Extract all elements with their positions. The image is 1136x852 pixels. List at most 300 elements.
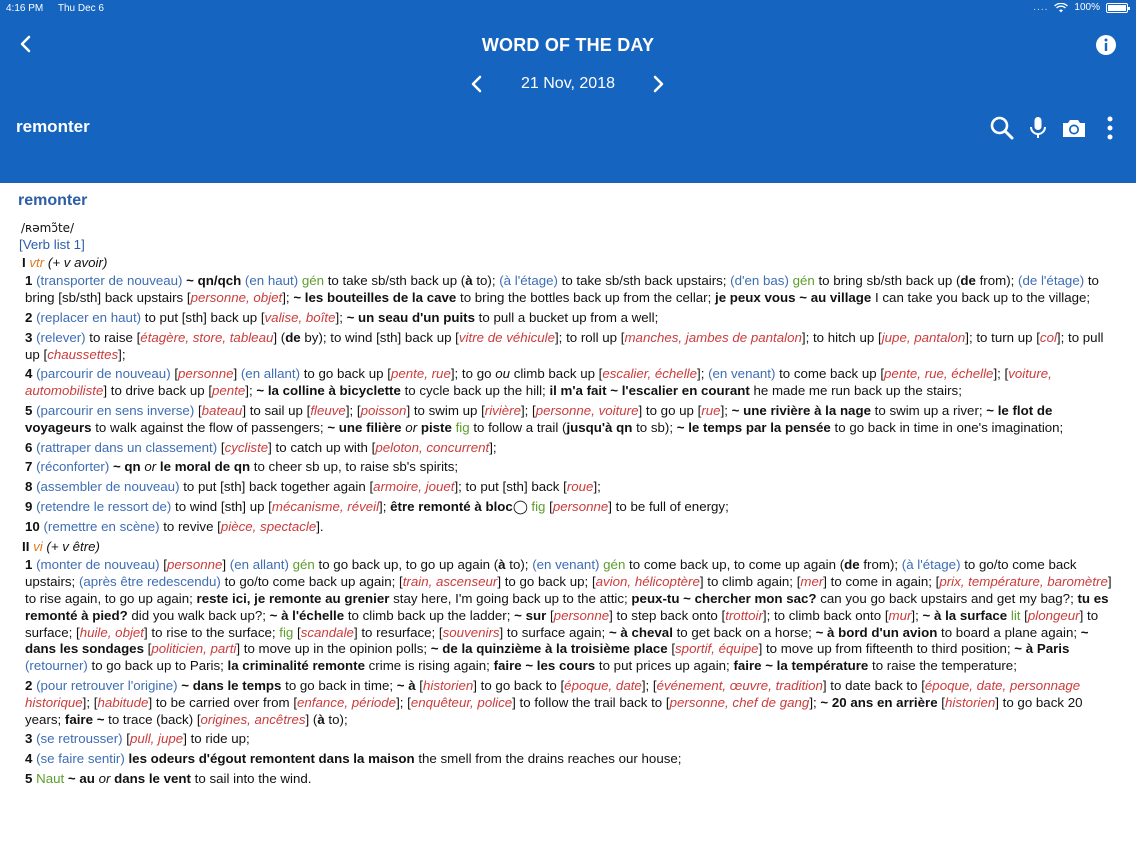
sense (25, 751, 1118, 768)
sense-number: 1 (25, 273, 33, 289)
sense-indicator[interactable]: (replacer en haut) (36, 309, 142, 325)
translation-text: [ (545, 498, 553, 514)
collocate: pente, rue (390, 366, 451, 382)
translation-text: ]; (118, 346, 126, 362)
collocate: train, ascenseur (402, 574, 498, 590)
example-phrase: ~ le temps par la pensée (676, 419, 831, 435)
translation-text: to get back on a horse; (672, 624, 816, 640)
sense-indicator[interactable]: (en allant) (229, 557, 289, 573)
info-button[interactable] (1094, 33, 1118, 57)
translation-text: ]; to roll up [ (554, 329, 625, 345)
translation-text: ] to follow the trail back to [ (512, 694, 670, 710)
example-phrase: ~ à Paris (1014, 641, 1070, 657)
translation-text: ]; (911, 607, 923, 623)
page-title: WORD OF THE DAY (481, 35, 655, 55)
translation-text: [ (217, 439, 225, 455)
sense-indicator[interactable]: (à l'étage) (901, 557, 961, 573)
sense-indicator[interactable]: (transporter de nouveau) (36, 273, 183, 289)
chevron-right-icon (647, 72, 669, 96)
example-phrase: ~ à cheval (608, 624, 673, 640)
translation-text: ]. (316, 518, 324, 534)
translation-text: to take sb/sth back up ( (324, 273, 466, 289)
example-phrase: le moral de qn (159, 459, 251, 475)
collocate: personne, voiture (535, 402, 639, 418)
sense-indicator[interactable]: (en venant) (532, 557, 600, 573)
translation-text: ]; (720, 402, 732, 418)
translation-text: ] (222, 557, 230, 573)
camera-search-button[interactable] (1060, 114, 1088, 142)
translation-text: [ (293, 624, 301, 640)
translation-text: ] to go back to [ (473, 677, 565, 693)
search-icon (989, 115, 1015, 141)
sense-indicator[interactable]: (se faire sentir) (36, 751, 125, 767)
collocate: chaussettes (47, 346, 119, 362)
example-phrase: ~ dans le temps (181, 677, 282, 693)
example-phrase: ~ sur (514, 607, 547, 623)
translation-text: ] (233, 366, 241, 382)
example-phrase: ~ les bouteilles de la cave (293, 290, 457, 306)
collocate: étagère, store, tableau (140, 329, 274, 345)
translation-text: ]; [ (993, 366, 1009, 382)
translation-text: to cheer sb up, to raise sb's spirits; (250, 459, 459, 475)
collocate: prix, température, baromètre (939, 574, 1108, 590)
collocate: pente (212, 383, 246, 399)
example-phrase: ~ à (396, 677, 416, 693)
sense-indicator[interactable]: (en haut) (244, 273, 299, 289)
translation-text: by); to wind [sth] back up [ (300, 329, 459, 345)
search-word[interactable]: remonter (16, 117, 90, 136)
collocate: personne, chef de gang (669, 694, 810, 710)
collocate: cycliste (224, 439, 269, 455)
signal-icon: .... (1033, 2, 1049, 13)
translation-text: to wind [sth] up [ (171, 498, 272, 514)
collocate: origines, ancêtres (200, 711, 306, 727)
translation-text: to come back up, to come up again ( (625, 557, 845, 573)
section-header (22, 255, 1118, 272)
search-button[interactable] (988, 114, 1016, 142)
sense-indicator[interactable]: (d'en bas) (730, 273, 789, 289)
conjunction: or (98, 770, 111, 786)
example-phrase: ~ à bord d'un avion (815, 624, 938, 640)
collocate: rue (701, 402, 721, 418)
translation-text: ]; to go (450, 366, 496, 382)
translation-text: [ (546, 607, 554, 623)
translation-text: to raise [ (85, 329, 141, 345)
collocate: personne (166, 557, 223, 573)
translation-text: ] to come in again; [ (823, 574, 940, 590)
entry-sections (22, 254, 1118, 788)
sense-number: 3 (25, 731, 33, 747)
translation-text: crime is rising again; (364, 658, 494, 674)
collocate: personne (553, 607, 610, 623)
sense (25, 771, 1118, 788)
translation-text: the smell from the drains reaches our house; (414, 751, 682, 767)
collocate: plongeur (1027, 607, 1080, 623)
pronunciation: /ʀəmɔ̃te/ (21, 221, 75, 235)
part-of-speech[interactable]: vi (33, 538, 43, 554)
translation-text: ] to go back up; [ (497, 574, 596, 590)
example-phrase: ~ le flot de voyageurs (25, 402, 1053, 435)
example-phrase: de (844, 557, 860, 573)
translation-text: ]; (245, 383, 257, 399)
sense-number: 8 (25, 479, 33, 495)
translation-text: ]; to put [sth] back [ (454, 479, 567, 495)
sense-indicator[interactable]: (rattraper dans un classement) (36, 439, 218, 455)
translation-text: to trace (back) [ (104, 711, 201, 727)
translation-text: ] ( (305, 711, 318, 727)
translation-text: ] to resurface; [ (353, 624, 443, 640)
translation-text: to take sb/sth back upstairs; (557, 273, 731, 289)
field-label: gén (292, 557, 315, 573)
section-header (22, 539, 1118, 556)
collocate: avion, hélicoptère (595, 574, 700, 590)
sense-number: 6 (25, 439, 33, 455)
sense-indicator[interactable]: (retendre le ressort de) (36, 498, 172, 514)
example-phrase: faire ~ la température (733, 658, 869, 674)
translation-text: to go back up to Paris; (87, 658, 228, 674)
translation-text: ]; [ (396, 694, 411, 710)
translation-text: to bring [sb/sth] back upstairs [ (25, 273, 1099, 306)
translation-text: ] to be full of energy; (608, 498, 729, 514)
sense (25, 330, 1118, 364)
example-phrase: faire ~ (64, 711, 105, 727)
translation-text: ]; (379, 498, 391, 514)
sense (25, 557, 1118, 675)
example-phrase: ~ à l'échelle (269, 607, 345, 623)
translation-text: ] to ride up; (183, 731, 250, 747)
collocate: armoire, jouet (373, 479, 455, 495)
translation-text: to swim up a river; (870, 402, 987, 418)
example-phrase: ~ au (67, 770, 95, 786)
example-phrase: ~ une filière (327, 419, 402, 435)
sense-number: 9 (25, 498, 33, 514)
status-date: Thu Dec 6 (57, 3, 104, 14)
sense-indicator[interactable]: (parcourir de nouveau) (36, 366, 171, 382)
previous-day-button[interactable] (466, 72, 488, 96)
example-phrase: reste ici, je remonte au grenier (196, 590, 390, 606)
translation-text: to go/to come back upstairs; (25, 557, 1077, 590)
translation-text: to revive [ (159, 518, 221, 534)
battery-icon (1106, 3, 1128, 13)
example-phrase: ~ qn (112, 459, 141, 475)
collocate: trottoir (725, 607, 763, 623)
current-date: 21 Nov, 2018 (521, 75, 615, 92)
sense (25, 310, 1118, 327)
translation-text: ]; to turn up [ (965, 329, 1040, 345)
example-phrase: ~ un seau d'un puits (346, 309, 475, 325)
example-phrase: ~ à la surface (922, 607, 1008, 623)
collocate: pull, jupe (129, 731, 184, 747)
translation-text: to sail into the wind. (190, 770, 312, 786)
field-label: gén (603, 557, 626, 573)
collocate: personne, objet (190, 290, 283, 306)
sense-indicator[interactable]: (pour retrouver l'origine) (36, 677, 178, 693)
translation-text: to come back up [ (775, 366, 885, 382)
sense (25, 366, 1118, 400)
example-phrase: peux-tu ~ chercher mon sac? (631, 590, 817, 606)
sense (25, 519, 1118, 536)
sense-indicator[interactable]: (relever) (36, 329, 86, 345)
sense-indicator[interactable]: (à l'étage) (499, 273, 558, 289)
status-time: 4:16 PM (6, 3, 44, 14)
part-of-speech[interactable]: vtr (29, 254, 45, 270)
wifi-icon (1054, 3, 1068, 13)
collocate: fleuve (310, 402, 346, 418)
collocate: pente, rue, échelle (884, 366, 994, 382)
example-phrase: dans le vent (114, 770, 191, 786)
sense (25, 403, 1118, 437)
next-day-button[interactable] (647, 72, 669, 96)
translation-text: [ (415, 677, 423, 693)
collocate: scandale (300, 624, 354, 640)
translation-text: to follow a trail ( (469, 419, 567, 435)
translation-text: to go back in time; (281, 677, 397, 693)
microphone-icon (1028, 115, 1048, 141)
more-vertical-icon (1105, 115, 1115, 141)
more-options-button[interactable] (1096, 114, 1124, 142)
sense-indicator[interactable]: (se retrousser) (36, 731, 123, 747)
info-icon (1094, 33, 1118, 57)
translation-text: ] to move up from fifteenth to third position; (758, 641, 1015, 657)
translation-text: ]; [ (82, 694, 98, 710)
battery-percent: 100% (1074, 2, 1100, 13)
sense (25, 273, 1118, 307)
translation-text: stay here, I'm going back up to the attic; (389, 590, 632, 606)
translation-text: to put [sth] back together again [ (179, 479, 374, 495)
verb-list-link[interactable]: [Verb list 1] (19, 236, 85, 252)
sense-number: 2 (25, 309, 33, 325)
translation-text: to put prices up again; (595, 658, 734, 674)
translation-text: to bring the bottles back up from the cellar; (456, 290, 715, 306)
sense (25, 678, 1118, 728)
translation-text: to go/to come back up again; [ (220, 574, 403, 590)
translation-text: [ (159, 557, 167, 573)
translation-text: ]; (593, 479, 601, 495)
dictionary-entry (0, 183, 1136, 852)
auxiliary-note: (+ v être) (46, 538, 100, 554)
app-header (0, 0, 1136, 183)
translation-text: did you walk back up?; (127, 607, 270, 623)
sense-indicator[interactable]: (en allant) (240, 366, 301, 382)
translation-text: to); (324, 711, 348, 727)
status-bar (0, 0, 1136, 16)
sense-number: 7 (25, 459, 33, 475)
sense-number: 1 (25, 557, 33, 573)
example-phrase: jusqu'à qn (566, 419, 633, 435)
date-navigator (0, 72, 1136, 98)
collocate: époque, date, personnage historique (25, 677, 1081, 710)
translation-text: ]; to climb back onto [ (762, 607, 889, 623)
translation-text: to bring sb/sth back up ( (814, 273, 961, 289)
translation-text: ◯ (512, 498, 532, 514)
entry-headword: remonter (18, 192, 88, 209)
field-label: fig (455, 419, 470, 435)
collocate: personne (178, 366, 234, 382)
sense-indicator[interactable]: (assembler de nouveau) (36, 479, 180, 495)
translation-text: to pull a bucket up from a well; (474, 309, 659, 325)
translation-text: ] to rise again, to go up again; (25, 574, 1112, 606)
sense-number: 3 (25, 329, 33, 345)
sense (25, 731, 1118, 748)
collocate: peloton, concurrent (375, 439, 490, 455)
example-phrase: ~ qn/qch (186, 273, 242, 289)
conjunction: ou (495, 366, 510, 382)
collocate: vitre de véhicule (458, 329, 555, 345)
sense-indicator[interactable]: (parcourir en sens inverse) (36, 402, 195, 418)
translation-text: ]; (697, 366, 709, 382)
example-phrase: je peux vous ~ au village (715, 290, 872, 306)
auxiliary-note: (+ v avoir) (47, 254, 108, 270)
collocate: manches, jambes de pantalon (624, 329, 802, 345)
translation-text: ] to drive back up [ (103, 383, 213, 399)
collocate: bateau (201, 402, 243, 418)
translation-text: [ (937, 694, 945, 710)
translation-text: [ (1020, 607, 1028, 623)
sense-number: 2 (25, 677, 33, 693)
translation-text: [ (667, 641, 676, 657)
voice-search-button[interactable] (1024, 114, 1052, 142)
sense-indicator[interactable]: (monter de nouveau) (36, 557, 160, 573)
translation-text: ] to swim up [ (406, 402, 485, 418)
translation-text: I can take you back up to the village; (871, 290, 1091, 306)
collocate: enfance, période (297, 694, 397, 710)
conjunction: or (405, 419, 418, 435)
translation-text: ]; (282, 290, 294, 306)
translation-text: ]; [ (345, 402, 361, 418)
collocate: habitude (97, 694, 149, 710)
translation-text: ]; (489, 439, 497, 455)
translation-text: from); (859, 557, 902, 573)
translation-text: ]; to hitch up [ (801, 329, 882, 345)
collocate: politicien, parti (151, 641, 237, 657)
translation-text: ]; [ (641, 677, 657, 693)
field-label: gén (301, 273, 325, 289)
collocate: voiture, automobiliste (25, 366, 1052, 399)
collocate: événement, œuvre, tradition (656, 677, 823, 693)
translation-text: ] to catch up with [ (268, 439, 376, 455)
field-label: Naut (36, 770, 65, 786)
collocate: pièce, spectacle (220, 518, 317, 534)
example-phrase: ~ dans les sondages (25, 624, 1089, 657)
sense (25, 459, 1118, 476)
example-phrase: de (960, 273, 976, 289)
translation-text: ] to date back to [ (822, 677, 925, 693)
translation-text: ]; (809, 694, 821, 710)
field-label: gén (792, 273, 815, 289)
sense-indicator[interactable]: (remettre en scène) (43, 518, 160, 534)
sense-indicator[interactable]: (de l'étage) (1018, 273, 1085, 289)
translation-text: ] to surface; [ (25, 607, 1099, 640)
translation-text: ]; [ (520, 402, 536, 418)
sense-number: 4 (25, 751, 33, 767)
collocate: mer (800, 574, 824, 590)
collocate: rivière (484, 402, 521, 418)
translation-text: ] to rise to the surface; (144, 624, 280, 640)
translation-text: to); (472, 273, 500, 289)
collocate: mécanisme, réveil (271, 498, 380, 514)
field-label: lit (1010, 607, 1021, 623)
translation-text: ] to move up in the opinion polls; (236, 641, 431, 657)
example-phrase: ~ 20 ans en arrière (820, 694, 938, 710)
chevron-left-icon (466, 72, 488, 96)
example-phrase: la criminalité remonte (227, 658, 365, 674)
example-phrase: à (498, 557, 506, 573)
collocate: mur (888, 607, 912, 623)
translation-text: from); (975, 273, 1019, 289)
collocate: époque, date (564, 677, 642, 693)
collocate: souvenirs (442, 624, 500, 640)
example-phrase: à (465, 273, 473, 289)
translation-text: ] to be carried over from [ (148, 694, 298, 710)
sense-number: 5 (25, 402, 33, 418)
translation-text: to board a plane again; (937, 624, 1081, 640)
translation-text: ] to go back 20 years; (25, 694, 1083, 727)
translation-text: to sb); (632, 419, 677, 435)
translation-text: ] to step back onto [ (609, 607, 726, 623)
translation-text: to go back up [ (300, 366, 391, 382)
translation-text: ]; (335, 309, 347, 325)
collocate: jupe, pantalon (881, 329, 966, 345)
example-phrase: les odeurs d'égout remontent dans la maison (128, 751, 415, 767)
collocate: roue (566, 479, 594, 495)
field-label: fig (531, 498, 546, 514)
example-phrase: faire ~ les cours (493, 658, 596, 674)
field-label: fig (279, 624, 294, 640)
sense-indicator[interactable]: (réconforter) (36, 459, 110, 475)
collocate: escalier, échelle (602, 366, 698, 382)
sense-indicator[interactable]: (après être redescendu) (78, 574, 221, 590)
translation-text: to go back up, to go up again ( (314, 557, 499, 573)
section-number: I (22, 254, 26, 270)
translation-text: to walk against the flow of passengers; (91, 419, 328, 435)
camera-icon (1061, 116, 1087, 140)
translation-text: can you go back upstairs and get my bag?; (816, 590, 1078, 606)
example-phrase: piste (420, 419, 452, 435)
collocate: historien (422, 677, 474, 693)
collocate: huile, objet (79, 624, 145, 640)
example-phrase: ~ de la quinzième à la troisième place (430, 641, 668, 657)
sense-indicator[interactable]: (retourner) (25, 658, 88, 674)
sense-indicator[interactable]: (en venant) (708, 366, 776, 382)
example-phrase: il m'a fait ~ l'escalier en courant (549, 383, 750, 399)
translation-text: to go back in time in one's imagination; (830, 419, 1064, 435)
translation-text: ] to climb again; [ (699, 574, 801, 590)
example-phrase: à (317, 711, 325, 727)
collocate: poisson (360, 402, 407, 418)
translation-text: ]; to pull up [ (25, 329, 1104, 362)
translation-text: climb back up [ (510, 366, 603, 382)
translation-text: to cycle back up the hill; (400, 383, 550, 399)
conjunction: or (144, 459, 157, 475)
translation-text: ] to go up [ (638, 402, 702, 418)
translation-text: to); (505, 557, 533, 573)
example-phrase: ~ la colline à bicyclette (256, 383, 401, 399)
section-number: II (22, 538, 30, 554)
sense-number: 5 (25, 770, 33, 786)
translation-text: [ (170, 366, 179, 382)
translation-text: he made me run back up the stairs; (749, 383, 962, 399)
example-phrase: ~ une rivière à la nage (731, 402, 871, 418)
translation-text: ] to surface again; (499, 624, 609, 640)
sense-number: 4 (25, 366, 33, 382)
example-phrase: tu es remonté à pied? (25, 590, 1109, 623)
collocate: historien (944, 694, 996, 710)
translation-text: [ (122, 731, 130, 747)
sense (25, 499, 1118, 516)
sense-number: 10 (25, 518, 40, 534)
collocate: personne (552, 498, 609, 514)
collocate: sportif, équipe (675, 641, 759, 657)
